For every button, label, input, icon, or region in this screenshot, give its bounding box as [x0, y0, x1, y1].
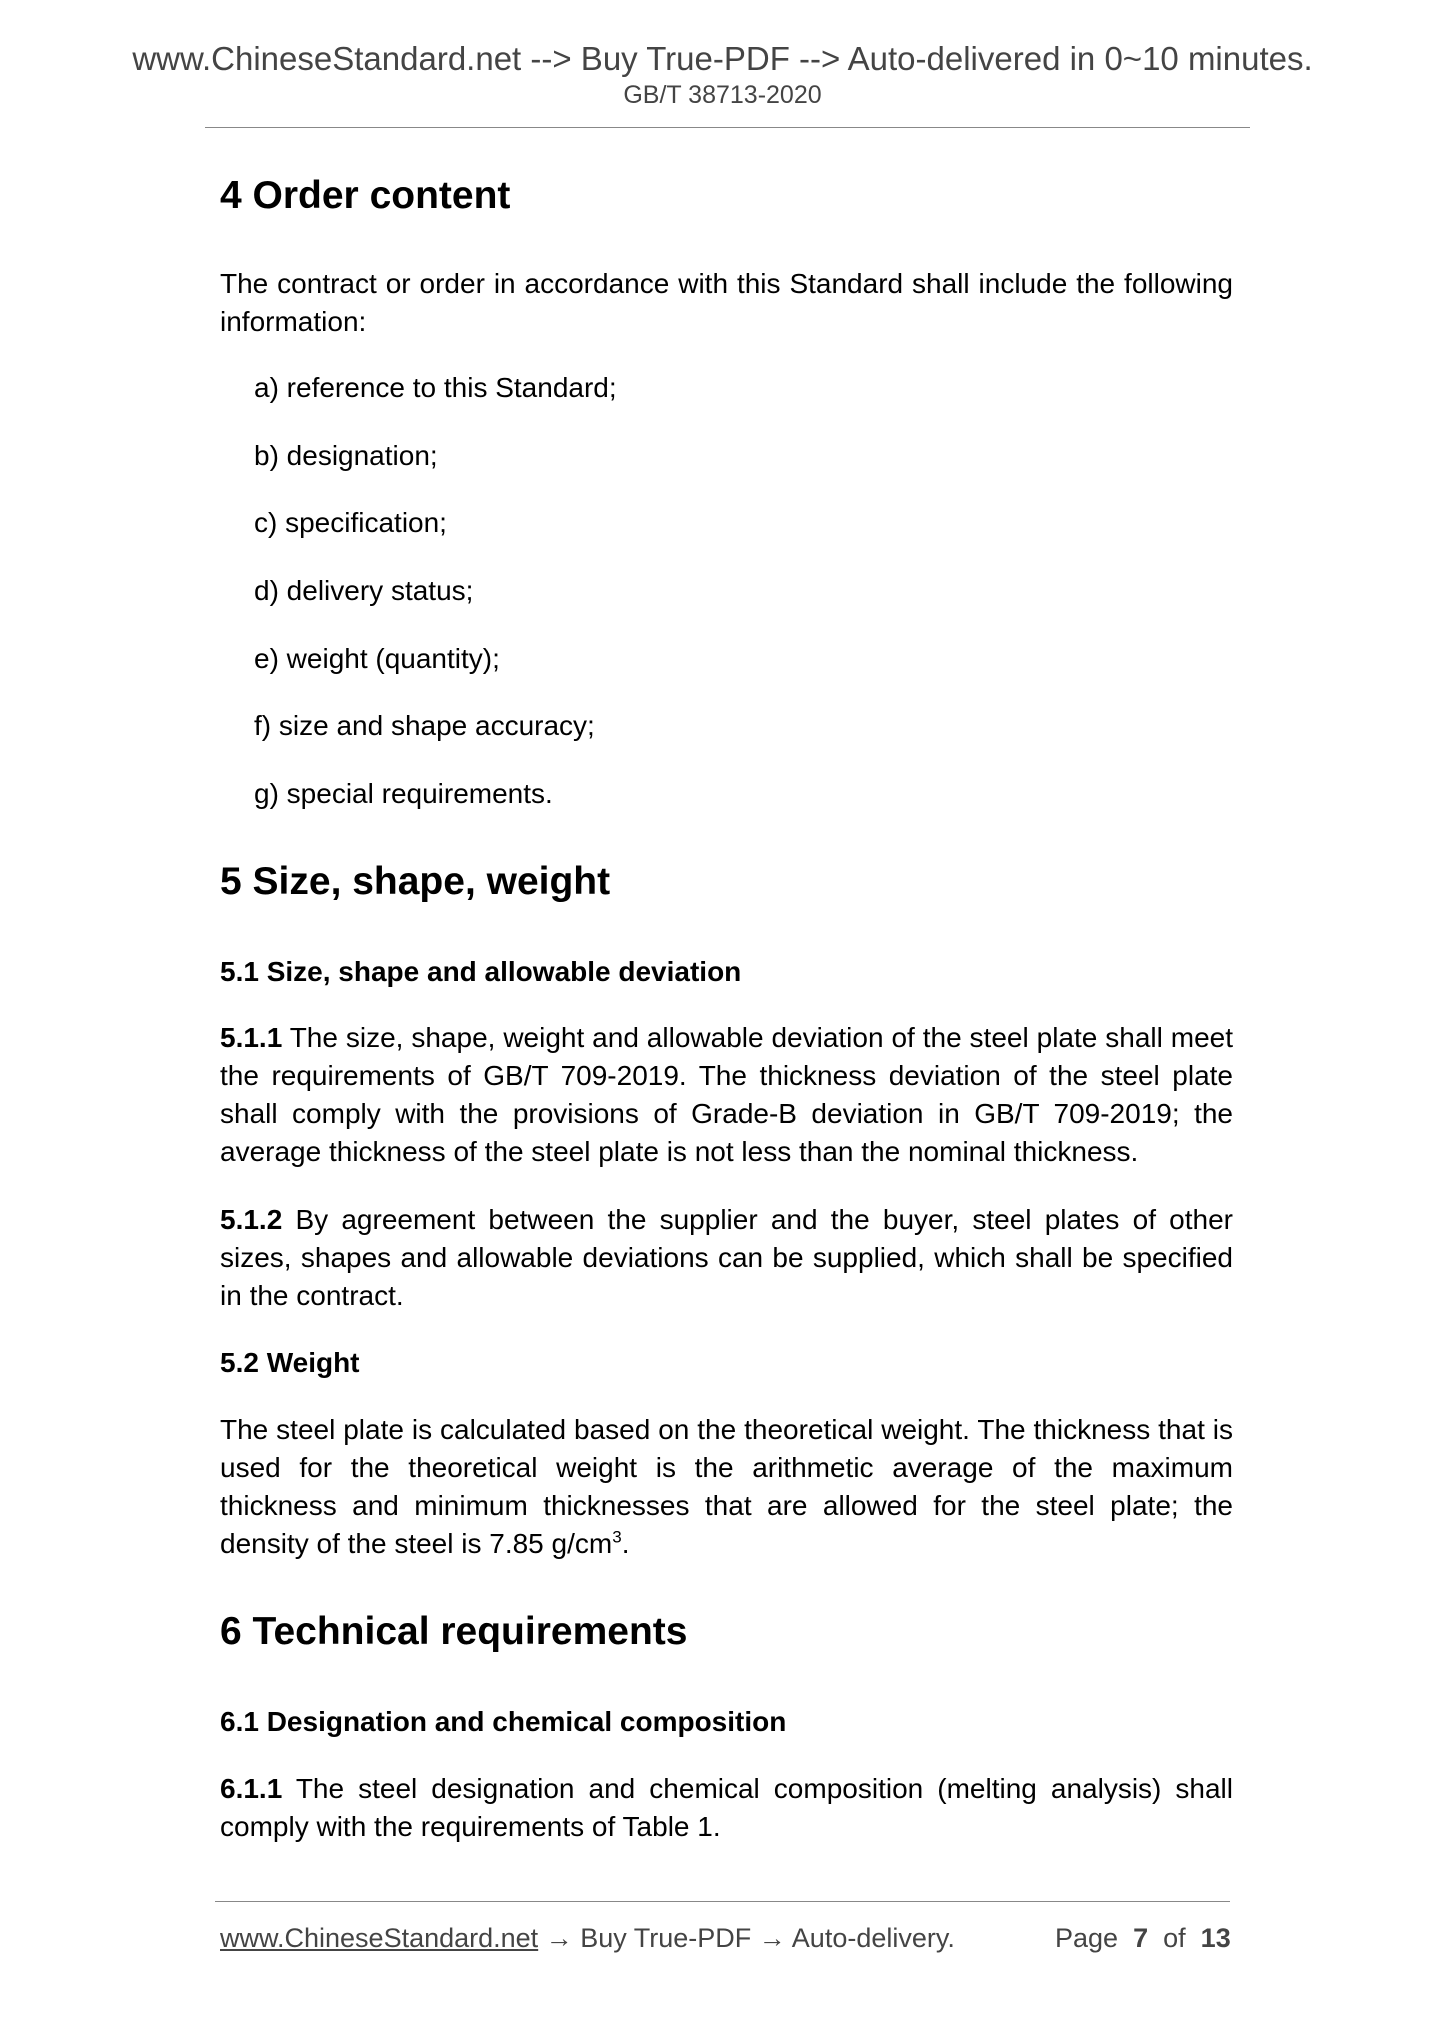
order-item-g: g) special requirements. [254, 778, 553, 809]
section-5-heading: 5 Size, shape, weight [220, 860, 611, 903]
section-4-heading: 4 Order content [220, 174, 511, 217]
footer-delivery-text: Auto-delivery. [791, 1923, 955, 1953]
clause-number: 5.1.2 [220, 1204, 283, 1235]
weight-end: . [621, 1528, 630, 1559]
footer-site-link[interactable]: www.ChineseStandard.net [220, 1923, 539, 1953]
section-5-1-heading: 5.1 Size, shape and allowable deviation [220, 956, 742, 987]
weight-text: The steel plate is calculated based on the theoretical weight. The thickness that is used for the theoretical weight is the arithmetic average of the maximum thickness and minimum thicknesses that are allowed for the steel plate; the density of the steel is 7.85 g/cm [220, 1414, 1233, 1559]
order-item-c: c) specification; [254, 507, 447, 538]
clause-5-2-text [220, 1411, 1233, 1563]
footer-left [220, 1923, 955, 1954]
clause-text: The steel designation and chemical composition (melting analysis) shall comply with the requirements of Table 1. [220, 1773, 1233, 1842]
footer-divider [215, 1901, 1230, 1902]
clause-number: 5.1.1 [220, 1022, 283, 1053]
order-item-d: d) delivery status; [254, 575, 474, 606]
header-divider [205, 127, 1250, 128]
standard-code: GB/T 38713-2020 [623, 81, 822, 109]
clause-5-1-2 [220, 1201, 1233, 1315]
footer-buy-text: Buy True-PDF [580, 1923, 752, 1953]
page-number [1055, 1923, 1231, 1954]
order-item-a: a) reference to this Standard; [254, 372, 617, 403]
section-6-heading: 6 Technical requirements [220, 1610, 688, 1653]
top-banner[interactable]: www.ChineseStandard.net --> Buy True-PDF --> Auto-delivered in 0~10 minutes. [132, 40, 1313, 77]
clause-text: The size, shape, weight and allowable deviation of the steel plate shall meet the requirements of GB/T 709-2019. The thickness deviation of the steel plate shall comply with the provisions of Grade-B deviation in GB/T 709-2019; the average thickness of the steel plate is not less than the nominal thickness. [220, 1022, 1233, 1167]
page-current: 7 [1133, 1923, 1149, 1953]
clause-5-1-1 [220, 1019, 1233, 1171]
arrow-right-icon: → [758, 1923, 786, 1953]
section-6-1-heading: 6.1 Designation and chemical composition [220, 1706, 787, 1737]
page-total: 13 [1200, 1923, 1231, 1953]
clause-number: 6.1.1 [220, 1773, 283, 1804]
cubic-superscript: 3 [612, 1527, 622, 1547]
arrow-right-icon: → [545, 1923, 573, 1953]
order-item-f: f) size and shape accuracy; [254, 710, 595, 741]
order-item-e: e) weight (quantity); [254, 643, 500, 674]
clause-text: By agreement between the supplier and the buyer, steel plates of other sizes, shapes and allowable deviations can be supplied, which shall be specified in the contract. [220, 1204, 1233, 1311]
page-label: Page [1055, 1923, 1119, 1953]
order-item-b: b) designation; [254, 440, 438, 471]
section-5-2-heading: 5.2 Weight [220, 1347, 360, 1378]
section-4-intro: The contract or order in accordance with this Standard shall include the following information: [220, 268, 1233, 337]
of-label: of [1163, 1923, 1186, 1953]
clause-6-1-1 [220, 1770, 1233, 1846]
